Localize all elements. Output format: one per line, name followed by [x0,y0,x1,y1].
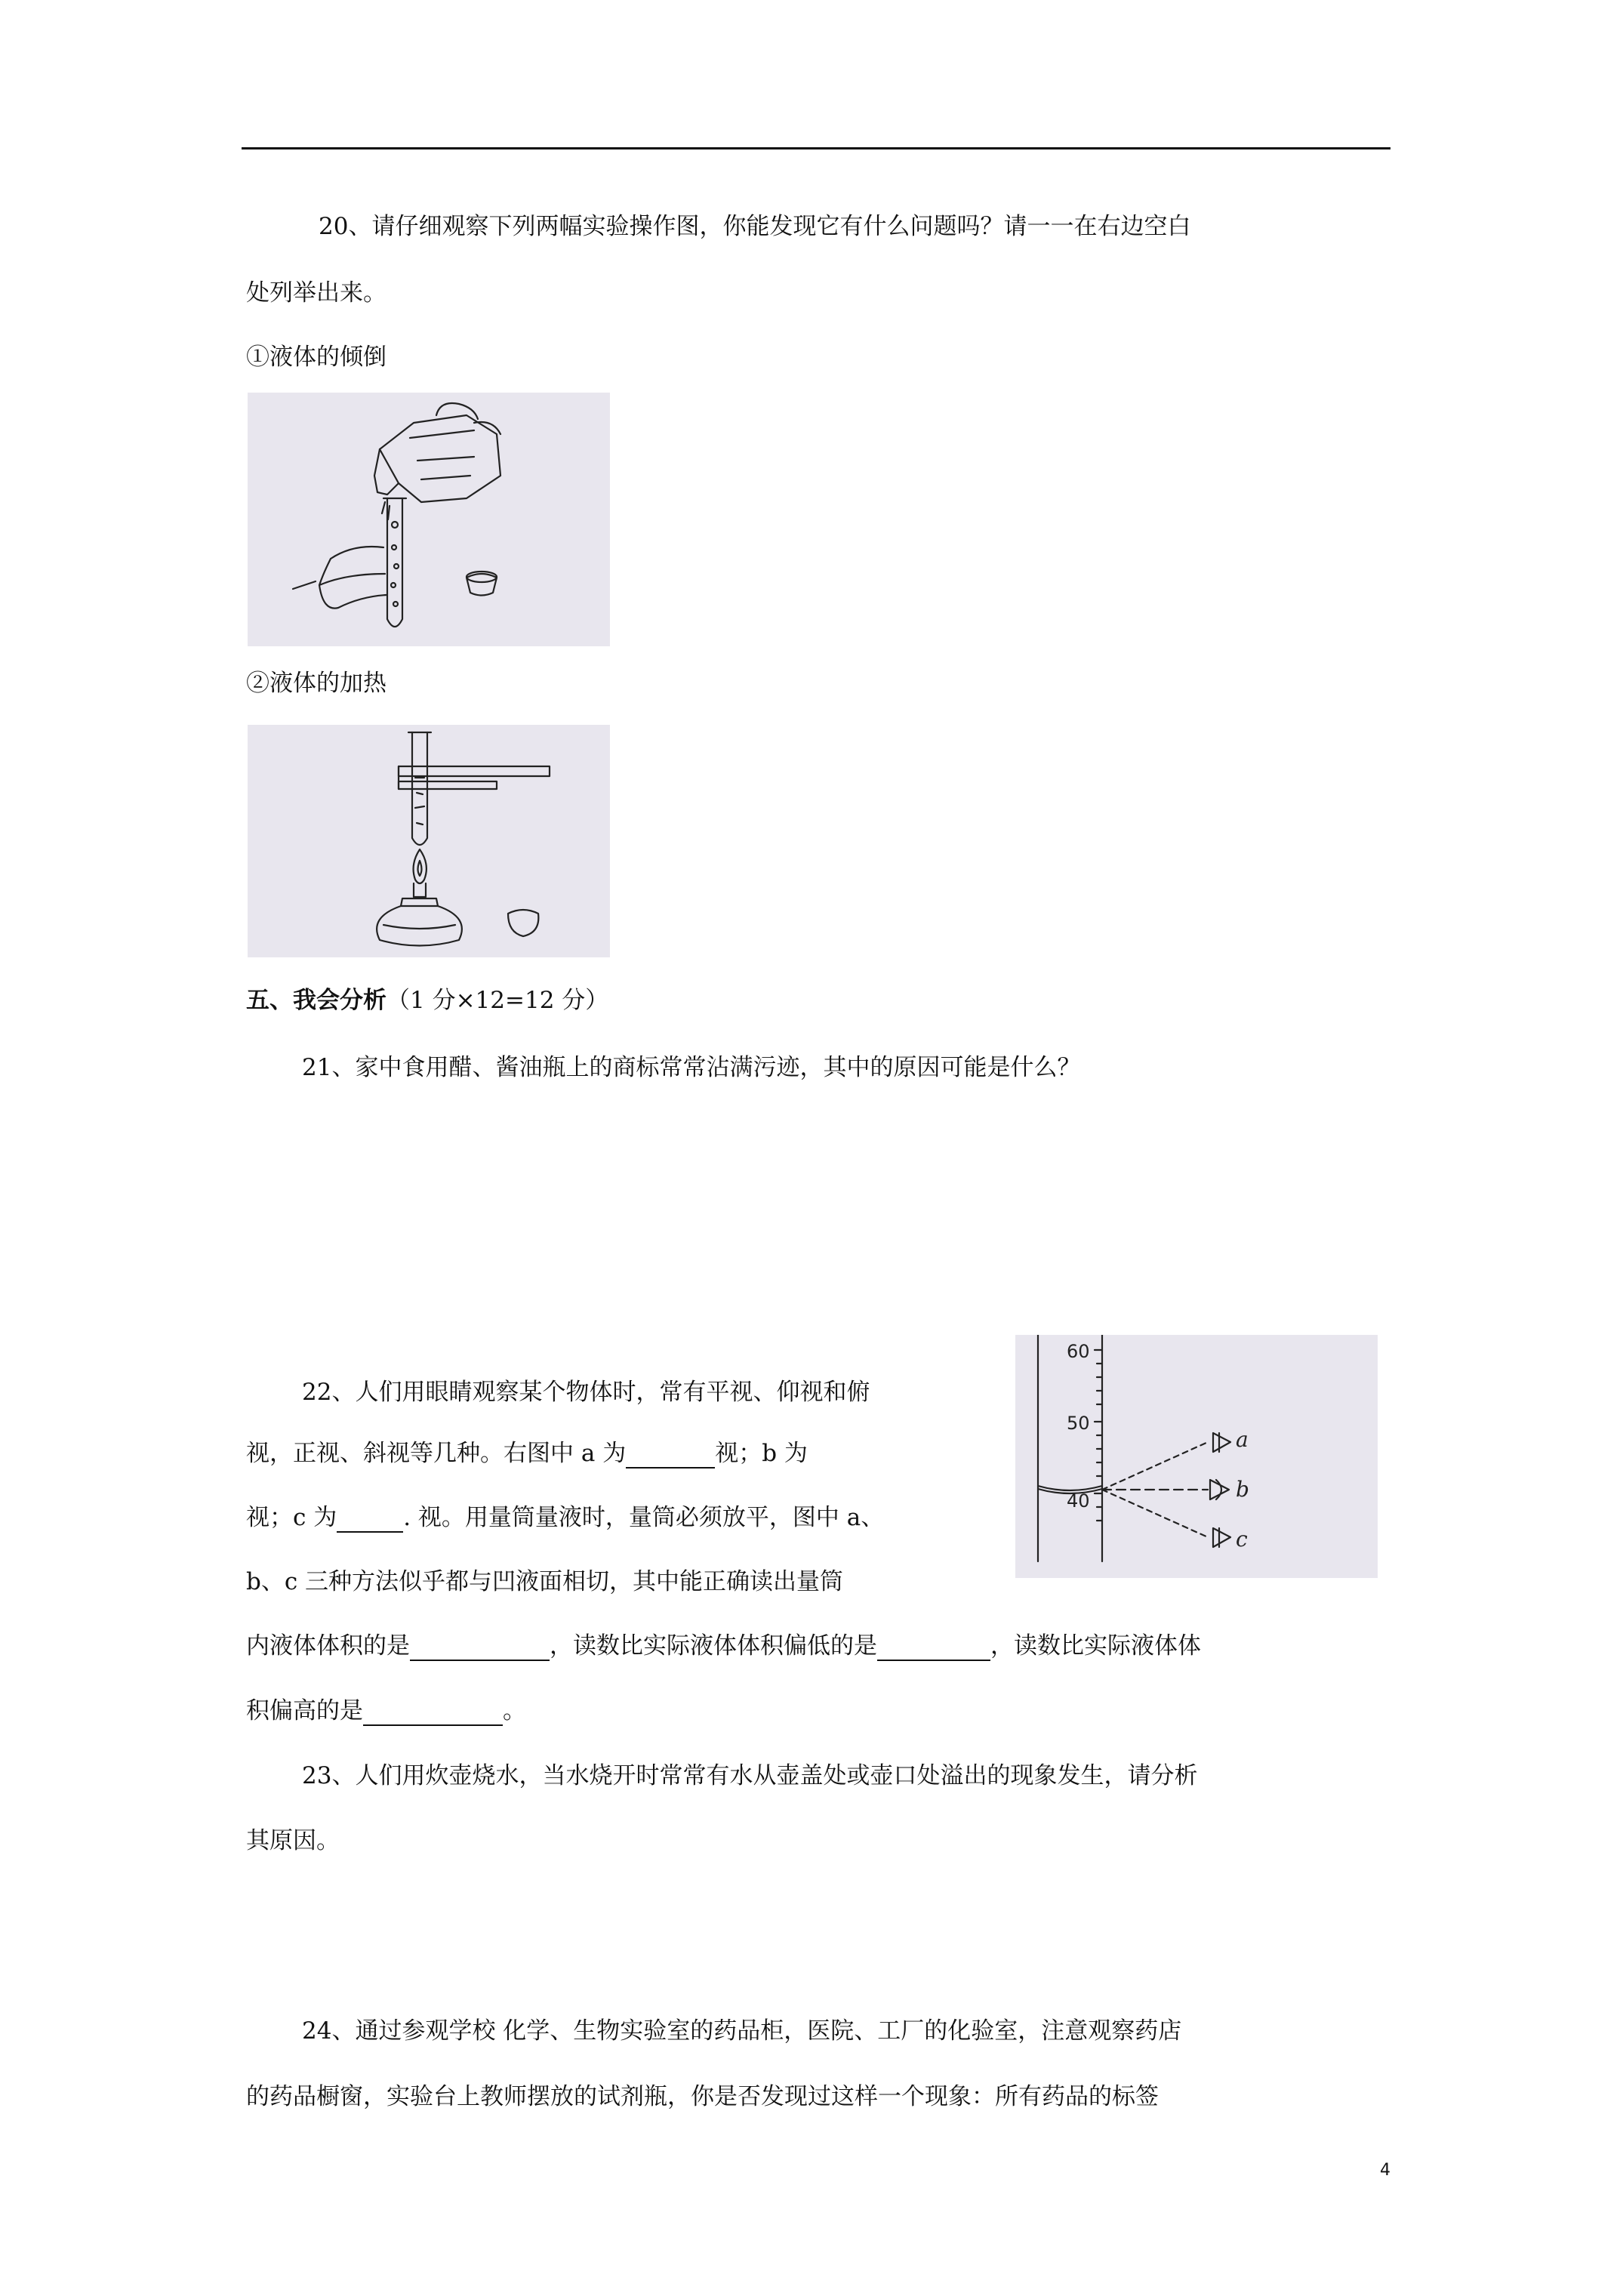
q20-item2-label: ②液体的加热 [246,670,387,697]
q22-line1: 22、人们用眼睛观察某个物体时，常有平视、仰视和俯 [302,1379,870,1406]
q22-line3-text-b: . 视。用量筒量液时，量筒必须放平，图中 a、 [403,1504,885,1531]
tick-label-50: 50 [1067,1413,1090,1434]
eye-label-c: c [1236,1527,1248,1552]
q22-line3 [246,1502,884,1533]
pouring-liquid-figure [248,393,610,646]
q22-line6-text-a: 积偏高的是 [246,1697,363,1724]
q22-line5-text-b: ，读数比实际液体体积偏低的是 [550,1632,877,1660]
answer-blank-high[interactable] [363,1702,503,1726]
header-rule [242,147,1390,149]
q22-line3-text-a: 视；c 为 [246,1504,337,1531]
q22-line6-text-b: 。 [503,1697,526,1724]
heating-liquid-figure [248,725,610,957]
section5-heading [246,985,608,1015]
q22-line2 [246,1438,808,1469]
q23-line2: 其原因。 [246,1827,340,1854]
section5-title: 五、我会分析 [246,987,387,1014]
q22-line2-text-a: 视，正视、斜视等几种。右图中 a 为 [246,1440,627,1467]
tick-label-60: 60 [1067,1341,1090,1362]
answer-blank-c[interactable] [337,1509,403,1533]
q22-line4: b、c 三种方法似乎都与凹液面相切，其中能正确读出量筒 [246,1568,844,1595]
q20-item1-label: ①液体的倾倒 [246,344,387,371]
eye-label-a: a [1236,1427,1249,1452]
eye-label-b: b [1236,1477,1249,1502]
q20-line1: 20、请仔细观察下列两幅实验操作图，你能发现它有什么问题吗？请一一在右边空白 [319,213,1191,240]
q22-line5-text-a: 内液体体积的是 [246,1632,410,1660]
q22-line5-text-c: ，读数比实际液体体 [990,1632,1201,1660]
q22-line6 [246,1696,526,1726]
section5-score: （1 分×12=12 分） [387,987,609,1014]
answer-blank-low[interactable] [877,1637,990,1661]
q22-line2-text-b: 视；b 为 [715,1440,808,1467]
q24-line2: 的药品橱窗，实验台上教师摆放的试剂瓶，你是否发现过这样一个现象：所有药品的标签 [246,2083,1159,2110]
q24-line1: 24、通过参观学校 化学、生物实验室的药品柜，医院、工厂的化验室，注意观察药店 [302,2017,1182,2045]
tick-label-40: 40 [1067,1490,1090,1512]
q23-line1: 23、人们用炊壶烧水，当水烧开时常常有水从壶盖处或壶口处溢出的现象发生，请分析 [302,1762,1198,1789]
answer-blank-a[interactable] [626,1444,715,1469]
q21-text: 21、家中食用醋、酱油瓶上的商标常常沾满污迹，其中的原因可能是什么？ [302,1054,1081,1081]
answer-blank-correct[interactable] [410,1637,550,1661]
page-number: 4 [1380,2161,1390,2180]
cylinder-reading-figure [1015,1335,1378,1578]
q20-line2: 处列举出来。 [246,279,387,307]
q22-line5 [246,1631,1201,1661]
